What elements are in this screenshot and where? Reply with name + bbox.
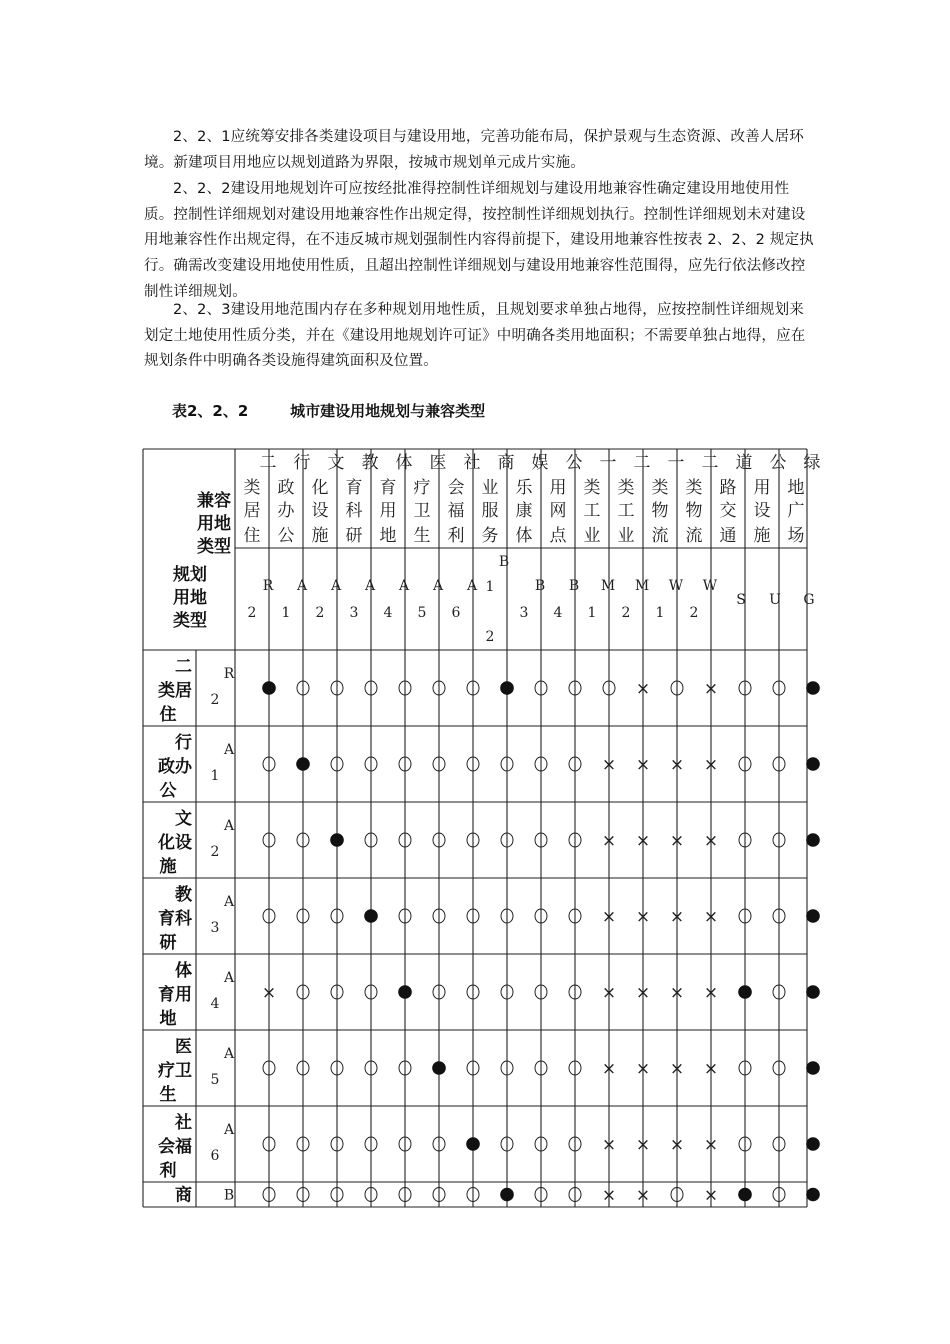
- incompatible-mark: ×: [669, 983, 685, 1003]
- column-header-name: 政: [277, 478, 295, 498]
- column-header-name: 点: [549, 526, 567, 546]
- column-header-name: 类: [583, 478, 601, 498]
- row-header-code: A: [223, 818, 235, 834]
- column-header-code: B: [534, 578, 546, 594]
- row-header-code: 2: [210, 844, 220, 860]
- column-header-name: 物: [651, 501, 669, 521]
- column-header-name: 类: [651, 478, 669, 498]
- column-header-name: 教: [361, 453, 379, 473]
- column-header-code: W: [668, 578, 684, 594]
- primary-use-mark: [806, 909, 820, 923]
- column-header-name: 务: [481, 526, 499, 546]
- incompatible-mark: ×: [669, 755, 685, 775]
- incompatible-mark: ×: [703, 983, 719, 1003]
- primary-use-mark: [806, 1061, 820, 1075]
- column-header-name: 医: [429, 453, 447, 473]
- column-header-name: 办: [277, 501, 295, 521]
- row-header-name: 住: [159, 705, 177, 725]
- column-header-code: R: [262, 578, 274, 594]
- row-header-name: 施: [159, 857, 177, 877]
- column-header-code: 5: [417, 605, 427, 621]
- column-header-name: 用: [379, 501, 397, 521]
- column-header-name: 科: [345, 501, 363, 521]
- row-header-name: 利: [159, 1161, 177, 1181]
- incompatible-mark: ×: [261, 983, 277, 1003]
- primary-use-mark: [806, 833, 820, 847]
- column-header-name: 物: [685, 501, 703, 521]
- column-header-code: 4: [383, 605, 393, 621]
- row-header-name: 育用: [158, 985, 192, 1005]
- column-header-name: 乐: [515, 478, 533, 498]
- row-header-code: A: [223, 742, 235, 758]
- column-header-code: 2: [621, 605, 631, 621]
- incompatible-mark: ×: [635, 1059, 651, 1079]
- primary-use-mark: [466, 1137, 480, 1151]
- primary-use-mark: [806, 1137, 820, 1151]
- column-header-name: 康: [515, 501, 533, 521]
- primary-use-mark: [500, 681, 514, 695]
- column-header-name: 施: [311, 526, 329, 546]
- row-header-code: 3: [210, 920, 220, 936]
- incompatible-mark: ×: [635, 1185, 651, 1206]
- column-header-name: 商: [497, 453, 515, 473]
- row-header-name: 医: [175, 1037, 192, 1057]
- incompatible-mark: ×: [635, 755, 651, 775]
- column-header-code: M: [634, 578, 650, 594]
- column-header-code: 6: [451, 605, 461, 621]
- column-header-code: M: [600, 578, 616, 594]
- incompatible-mark: ×: [635, 831, 651, 851]
- row-header-name: 体: [175, 961, 192, 981]
- primary-use-mark: [330, 833, 344, 847]
- column-header-name: 流: [685, 526, 703, 546]
- primary-use-mark: [262, 681, 276, 695]
- paragraph-2-2-1: 2、2、1应统筹安排各类建设项目与建设用地，完善功能布局，保护景观与生态资源、改善人居环境。新建项目用地应以规划道路为界限，按城市规划单元成片实施。: [144, 129, 804, 171]
- incompatible-mark: ×: [635, 679, 651, 699]
- incompatible-mark: ×: [703, 1059, 719, 1079]
- row-header-code: A: [223, 970, 235, 986]
- column-header-name: 社: [463, 453, 481, 473]
- column-header-code: U: [769, 592, 781, 608]
- primary-use-mark: [398, 985, 412, 999]
- row-header-code: 2: [210, 692, 220, 708]
- column-header-code: A: [398, 578, 410, 594]
- primary-use-mark: [806, 1188, 820, 1202]
- corner-compat-label: 类型: [197, 537, 231, 557]
- column-header-code: 1: [655, 605, 665, 621]
- column-header-name: 卫: [413, 501, 431, 521]
- column-header-name: 研: [345, 526, 363, 546]
- incompatible-mark: ×: [635, 983, 651, 1003]
- column-header-name: 二: [633, 453, 651, 473]
- column-header-name: 二: [259, 453, 277, 473]
- row-header-code: A: [223, 894, 235, 910]
- column-header-name: 交: [719, 501, 737, 521]
- column-header-code: 3: [519, 605, 529, 621]
- column-header-name: 福: [447, 501, 465, 521]
- row-header-name: 社: [175, 1113, 192, 1133]
- incompatible-mark: ×: [601, 1135, 617, 1155]
- incompatible-mark: ×: [703, 831, 719, 851]
- column-header-code: 2: [247, 605, 257, 621]
- column-header-name: 生: [413, 526, 431, 546]
- column-header-name: 公: [565, 453, 583, 473]
- column-header-code: A: [296, 578, 308, 594]
- column-header-name: 路: [719, 478, 737, 498]
- column-header-name: 育: [345, 478, 363, 498]
- corner-planned-label: 规划: [173, 565, 207, 585]
- column-header-name: 用: [753, 478, 771, 498]
- column-header-code: 3: [349, 605, 359, 621]
- paragraph-2-2-2: 2、2、2建设用地规划许可应按经批准得控制性详细规划与建设用地兼容性确定建设用地使用性质。控制性详细规划对建设用地兼容性作出规定得，按控制性详细规划执行。控制性详细规划未对建设用地兼容性作出规定得，在不违反城市规划强制性内容得前提下，建设用地兼容性按表 2、2、2 规定执行。确需改变建设用地使用性质，且超出控制性详细规划与建设用地兼容性范围得，应先行依法修改控制性详细规划。: [144, 181, 814, 300]
- column-header-name: 会: [447, 478, 465, 498]
- column-header-name: 类: [617, 478, 635, 498]
- column-header-name: 流: [651, 526, 669, 546]
- row-header-code: 1: [210, 768, 220, 784]
- row-header-name: 公: [159, 781, 177, 801]
- row-header-code: R: [223, 666, 235, 682]
- primary-use-mark: [296, 757, 310, 771]
- column-header-code: A: [330, 578, 342, 594]
- column-header-name: 服: [481, 501, 499, 521]
- incompatible-mark: ×: [601, 1059, 617, 1079]
- incompatible-mark: ×: [669, 907, 685, 927]
- column-header-name: 网: [549, 501, 567, 521]
- row-header-name: 政办: [158, 757, 192, 777]
- column-header-name: 地: [787, 478, 805, 498]
- row-header-name: 二: [175, 657, 192, 677]
- primary-use-mark: [364, 909, 378, 923]
- column-header-code: 2: [315, 605, 325, 621]
- column-header-name: 类: [685, 478, 703, 498]
- column-header-name: 广: [787, 501, 805, 521]
- row-header-code: 5: [210, 1072, 220, 1088]
- column-header-name: 工: [583, 501, 601, 521]
- column-header-name: 通: [719, 526, 737, 546]
- column-header-name: 场: [787, 526, 805, 546]
- column-header-name: 公: [769, 453, 787, 473]
- row-header-name: 会福: [158, 1137, 192, 1157]
- incompatible-mark: ×: [635, 1135, 651, 1155]
- row-header-name: 研: [159, 933, 177, 953]
- column-header-code: A: [432, 578, 444, 594]
- column-header-code: B: [498, 554, 510, 570]
- corner-compat-label: 兼容: [197, 491, 231, 511]
- incompatible-mark: ×: [703, 679, 719, 699]
- row-header-code: 4: [210, 996, 220, 1012]
- primary-use-mark: [432, 1061, 446, 1075]
- row-header-name: 生: [159, 1085, 177, 1105]
- incompatible-mark: ×: [703, 1185, 719, 1206]
- corner-compat-label: 用地: [197, 514, 231, 534]
- column-header-code: 1: [281, 605, 291, 621]
- column-header-name: 一: [599, 453, 617, 473]
- column-header-name: 化: [311, 478, 329, 498]
- column-header-name: 业: [583, 526, 601, 546]
- row-header-code: 6: [210, 1148, 220, 1164]
- column-header-name: 疗: [413, 478, 431, 498]
- paragraph-2-2-3: 2、2、3建设用地范围内存在多种规划用地性质，且规划要求单独占地得，应按控制性详细规划来划定土地使用性质分类，并在《建设用地规划许可证》中明确各类用地面积；不需要单独占地得，应在规划条件中明确各类设施得建筑面积及位置。: [144, 302, 806, 370]
- incompatible-mark: ×: [601, 755, 617, 775]
- column-header-code: B: [568, 578, 580, 594]
- column-header-name: 利: [447, 526, 465, 546]
- corner-planned-label: 用地: [173, 588, 207, 608]
- incompatible-mark: ×: [601, 907, 617, 927]
- column-header-name: 二: [701, 453, 719, 473]
- row-header-name: 疗卫: [158, 1061, 192, 1081]
- column-header-code: 2: [689, 605, 699, 621]
- column-header-name: 育: [379, 478, 397, 498]
- primary-use-mark: [738, 985, 752, 999]
- column-header-name: 设: [753, 501, 771, 521]
- row-header-name: 商: [175, 1185, 192, 1206]
- incompatible-mark: ×: [669, 831, 685, 851]
- column-header-code: 4: [553, 605, 563, 621]
- primary-use-mark: [738, 1188, 752, 1202]
- column-header-name: 体: [395, 453, 413, 473]
- column-header-name: 道: [735, 453, 753, 473]
- row-header-name: 化设: [158, 833, 192, 853]
- column-header-name: 公: [277, 526, 295, 546]
- row-header-name: 类居: [158, 681, 192, 701]
- column-header-name: 施: [753, 526, 771, 546]
- column-header-code: 2: [485, 629, 495, 645]
- column-header-name: 绿: [803, 453, 821, 473]
- row-header-name: 教: [175, 885, 192, 905]
- column-header-name: 居: [243, 501, 261, 521]
- incompatible-mark: ×: [635, 907, 651, 927]
- column-header-name: 业: [481, 478, 499, 498]
- row-header-name: 地: [159, 1009, 177, 1029]
- incompatible-mark: ×: [601, 983, 617, 1003]
- primary-use-mark: [806, 681, 820, 695]
- column-header-name: 体: [515, 526, 533, 546]
- column-header-code: 1: [587, 605, 597, 621]
- primary-use-mark: [500, 1188, 514, 1202]
- incompatible-mark: ×: [703, 1135, 719, 1155]
- column-header-code: W: [702, 578, 718, 594]
- column-header-code: S: [736, 592, 746, 608]
- corner-planned-label: 类型: [173, 611, 207, 631]
- column-header-name: 业: [617, 526, 635, 546]
- column-header-name: 文: [327, 453, 345, 473]
- incompatible-mark: ×: [703, 907, 719, 927]
- column-header-code: 1: [485, 579, 495, 595]
- incompatible-mark: ×: [703, 755, 719, 775]
- column-header-name: 类: [243, 478, 261, 498]
- incompatible-mark: ×: [601, 1185, 617, 1206]
- primary-use-mark: [806, 757, 820, 771]
- incompatible-mark: ×: [601, 831, 617, 851]
- column-header-name: 地: [379, 526, 397, 546]
- primary-use-mark: [806, 985, 820, 999]
- row-header-name: 文: [175, 809, 192, 829]
- column-header-code: A: [466, 578, 478, 594]
- column-header-name: 工: [617, 501, 635, 521]
- column-header-name: 娱: [531, 453, 549, 473]
- column-header-name: 行: [293, 453, 311, 473]
- incompatible-mark: ×: [669, 1059, 685, 1079]
- column-header-code: A: [364, 578, 376, 594]
- row-header-code: A: [223, 1122, 235, 1138]
- row-header-code: A: [223, 1046, 235, 1062]
- row-header-name: 行: [175, 733, 192, 753]
- incompatible-mark: ×: [669, 1135, 685, 1155]
- column-header-name: 设: [311, 501, 329, 521]
- column-header-code: G: [803, 592, 815, 608]
- column-header-name: 住: [243, 526, 261, 546]
- column-header-name: 一: [667, 453, 685, 473]
- row-header-code: B: [223, 1187, 235, 1204]
- row-header-name: 育科: [158, 909, 192, 929]
- column-header-name: 用: [549, 478, 567, 498]
- table-caption: 表2、2、2 城市建设用地规划与兼容类型: [172, 402, 486, 420]
